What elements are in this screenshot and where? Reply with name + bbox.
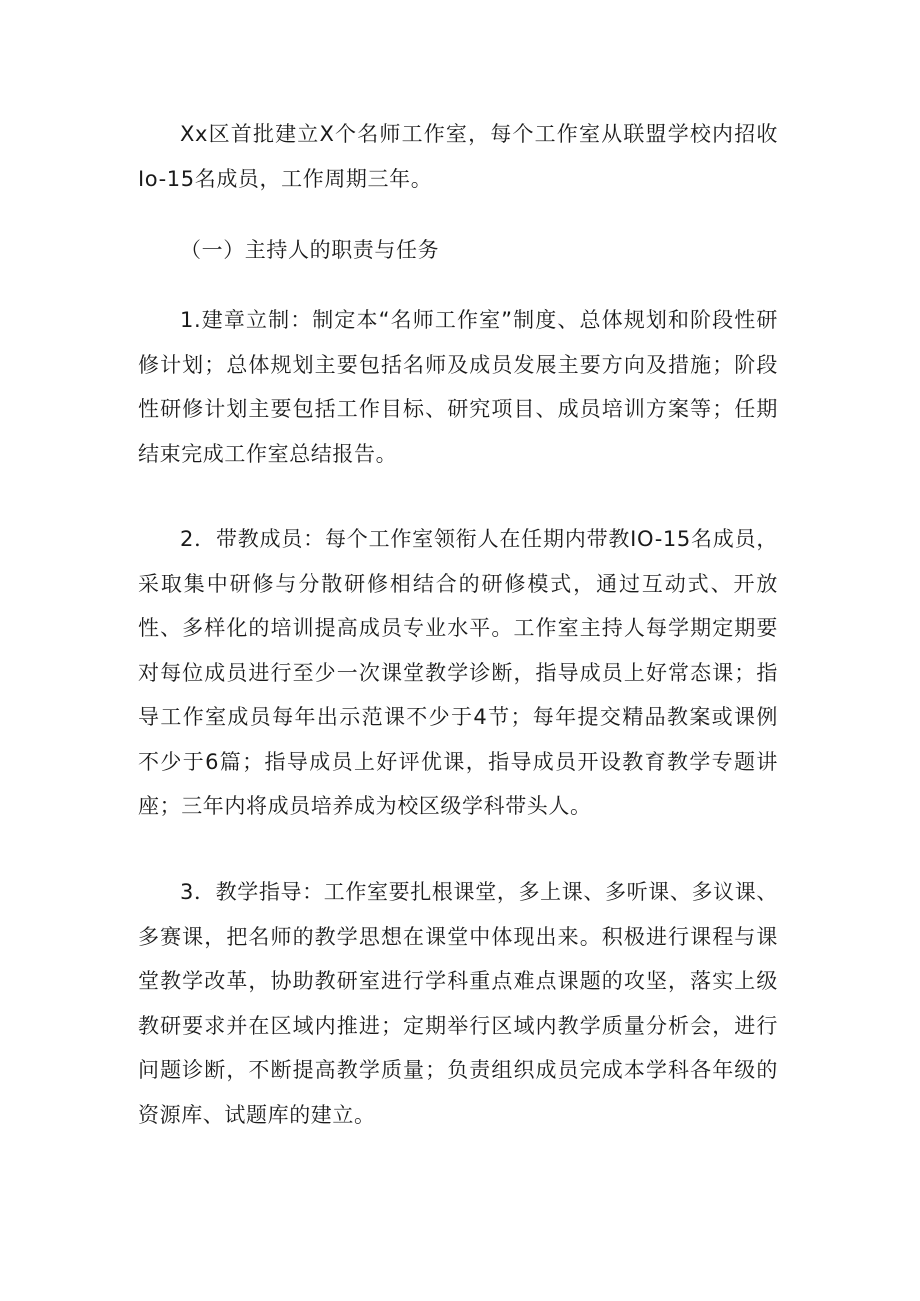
duty-item-1: 1.建章立制：制定本“名师工作室”制度、总体规划和阶段性研修计划；总体规划主要包括名师及成员发展主要方向及措施；阶段性研修计划主要包括工作目标、研究项目、成员培训方案等；任期结束完成工作室总结报告。 — [138, 308, 778, 466]
duty-item-2: 2．带教成员：每个工作室领衔人在任期内带教IO-15名成员，采取集中研修与分散研修相结合的研修模式，通过互动式、开放性、多样化的培训提高成员专业水平。工作室主持人每学期定期要对每位成员进行至少一次课堂教学诊断，指导成员上好常态课；指导工作室成员每年出示范课不少于4节；每年提交精品教案或课例不少于6篇；指导成员上好评优课，指导成员开设教育教学专题讲座；三年内将成员培养成为校区级学科带头人。 — [138, 527, 778, 818]
duty-item-3: 3．教学指导：工作室要扎根课堂，多上课、多听课、多议课、多赛课，把名师的教学思想在课堂中体现出来。积极进行课程与课堂教学改革，协助教研室进行学科重点难点课题的攻坚，落实上级教研要求并在区域内推进；定期举行区域内教学质量分析会，进行问题诊断，不断提高教学质量；负责组织成员完成本学科各年级的资源库、试题库的建立。 — [138, 880, 778, 1127]
section-heading: （一）主持人的职责与任务 — [180, 238, 440, 262]
intro-paragraph: Xx区首批建立X个名师工作室，每个工作室从联盟学校内招收Io-15名成员，工作周期三年。 — [138, 122, 778, 191]
